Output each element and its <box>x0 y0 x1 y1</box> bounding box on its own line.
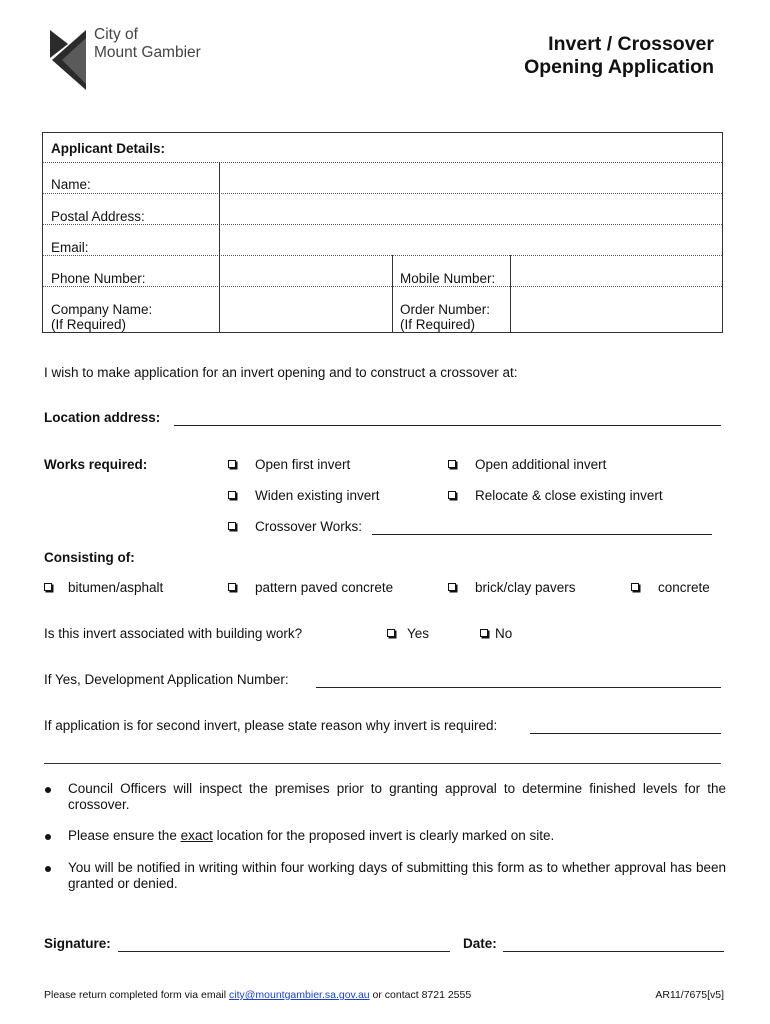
company-name-text: Company Name: <box>51 302 153 317</box>
building-yes-label: Yes <box>407 626 430 641</box>
crossover-works-checkbox[interactable] <box>228 522 236 530</box>
phone-row <box>43 255 722 287</box>
page-title <box>524 33 714 79</box>
development-application-field[interactable] <box>316 675 721 688</box>
building-yes-checkbox[interactable] <box>387 629 395 637</box>
form-code: AR11/7675[v5] <box>655 989 724 1001</box>
logo-text <box>94 26 201 62</box>
footer-return-text <box>44 989 471 1001</box>
building-work-question: Is this invert associated with building work? <box>44 626 303 641</box>
name-field[interactable] <box>220 162 722 193</box>
postal-address-label: Postal Address: <box>51 209 145 224</box>
bullet <box>45 787 51 793</box>
postal-address-field[interactable] <box>220 193 722 224</box>
date-field[interactable] <box>503 939 724 952</box>
applicant-heading-row <box>43 133 722 163</box>
bullet <box>45 834 51 840</box>
phone-number-label: Phone Number: <box>51 271 146 286</box>
relocate-invert-checkbox[interactable] <box>448 491 456 499</box>
bitumen-label: bitumen/asphalt <box>68 580 164 595</box>
note2-text-c: location for the proposed invert is clearly marked on site. <box>212 828 555 843</box>
company-note: (If Required) <box>51 317 127 332</box>
concrete-checkbox[interactable] <box>631 583 639 591</box>
bitumen-checkbox[interactable] <box>44 583 52 591</box>
company-row <box>43 286 722 332</box>
name-row <box>43 162 722 194</box>
signature-field[interactable] <box>118 939 450 952</box>
bullet <box>45 866 51 872</box>
consisting-of-label: Consisting of: <box>44 550 135 565</box>
widen-invert-label: Widen existing invert <box>255 488 380 503</box>
concrete-label: concrete <box>658 580 710 595</box>
second-invert-reason-label: If application is for second invert, please state reason why invert is required: <box>44 718 498 733</box>
second-invert-reason-field[interactable] <box>530 721 721 734</box>
order-number-text: Order Number: <box>400 302 491 317</box>
note2-text-a: Please ensure the <box>68 828 181 843</box>
footer-email-link[interactable]: city@mountgambier.sa.gov.au <box>229 989 370 1001</box>
intro-text: I wish to make application for an invert opening and to construct a crossover at: <box>44 365 518 380</box>
signature-label: Signature: <box>44 936 111 951</box>
order-number-label <box>392 302 490 332</box>
crossover-works-field[interactable] <box>372 522 712 535</box>
mobile-number-field[interactable] <box>511 255 722 286</box>
brick-pavers-checkbox[interactable] <box>448 583 456 591</box>
pattern-paved-label: pattern paved concrete <box>255 580 394 595</box>
open-additional-invert-label: Open additional invert <box>475 457 607 472</box>
footer-text-a: Please return completed form via email <box>44 989 229 1001</box>
name-label: Name: <box>51 177 91 192</box>
email-field[interactable] <box>220 224 722 255</box>
location-address-label: Location address: <box>44 410 161 425</box>
city-logo-mark <box>48 28 90 90</box>
title-line1: Invert / Crossover <box>548 33 714 55</box>
email-label: Email: <box>51 240 89 255</box>
building-no-label: No <box>495 626 513 641</box>
open-additional-invert-checkbox[interactable] <box>448 460 456 468</box>
note2-emphasis: exact <box>180 828 213 843</box>
brick-pavers-label: brick/clay pavers <box>475 580 576 595</box>
mobile-number-label: Mobile Number: <box>400 271 496 286</box>
open-first-invert-label: Open first invert <box>255 457 351 472</box>
applicant-details-table <box>42 132 723 333</box>
location-address-field[interactable] <box>174 413 721 426</box>
works-required-label: Works required: <box>44 457 148 472</box>
order-note: (If Required) <box>400 317 476 332</box>
footer-text-b: or contact 8721 2555 <box>369 989 472 1001</box>
widen-invert-checkbox[interactable] <box>228 491 236 499</box>
company-name-label <box>43 302 152 332</box>
relocate-invert-label: Relocate & close existing invert <box>475 488 663 503</box>
note-notification: You will be notified in writing within four working days of submitting this form as to whether approval has been granted or denied. <box>68 860 726 891</box>
company-name-field[interactable] <box>220 286 392 332</box>
logo-line2: Mount Gambier <box>94 44 201 61</box>
date-label: Date: <box>463 936 497 951</box>
note-marked-location <box>68 828 726 844</box>
logo-line1: City of <box>94 26 138 43</box>
applicant-heading: Applicant Details: <box>51 141 166 156</box>
second-invert-reason-line2[interactable] <box>44 763 721 764</box>
crossover-works-label: Crossover Works: <box>255 519 363 534</box>
pattern-paved-checkbox[interactable] <box>228 583 236 591</box>
development-application-label: If Yes, Development Application Number: <box>44 672 289 687</box>
email-row <box>43 224 722 256</box>
building-no-checkbox[interactable] <box>480 629 488 637</box>
note-inspection: Council Officers will inspect the premises prior to granting approval to determine finished levels for the crossover. <box>68 781 726 812</box>
phone-number-field[interactable] <box>220 255 392 286</box>
open-first-invert-checkbox[interactable] <box>228 460 236 468</box>
postal-row <box>43 193 722 225</box>
title-line2: Opening Application <box>524 56 714 78</box>
order-number-field[interactable] <box>511 286 722 332</box>
